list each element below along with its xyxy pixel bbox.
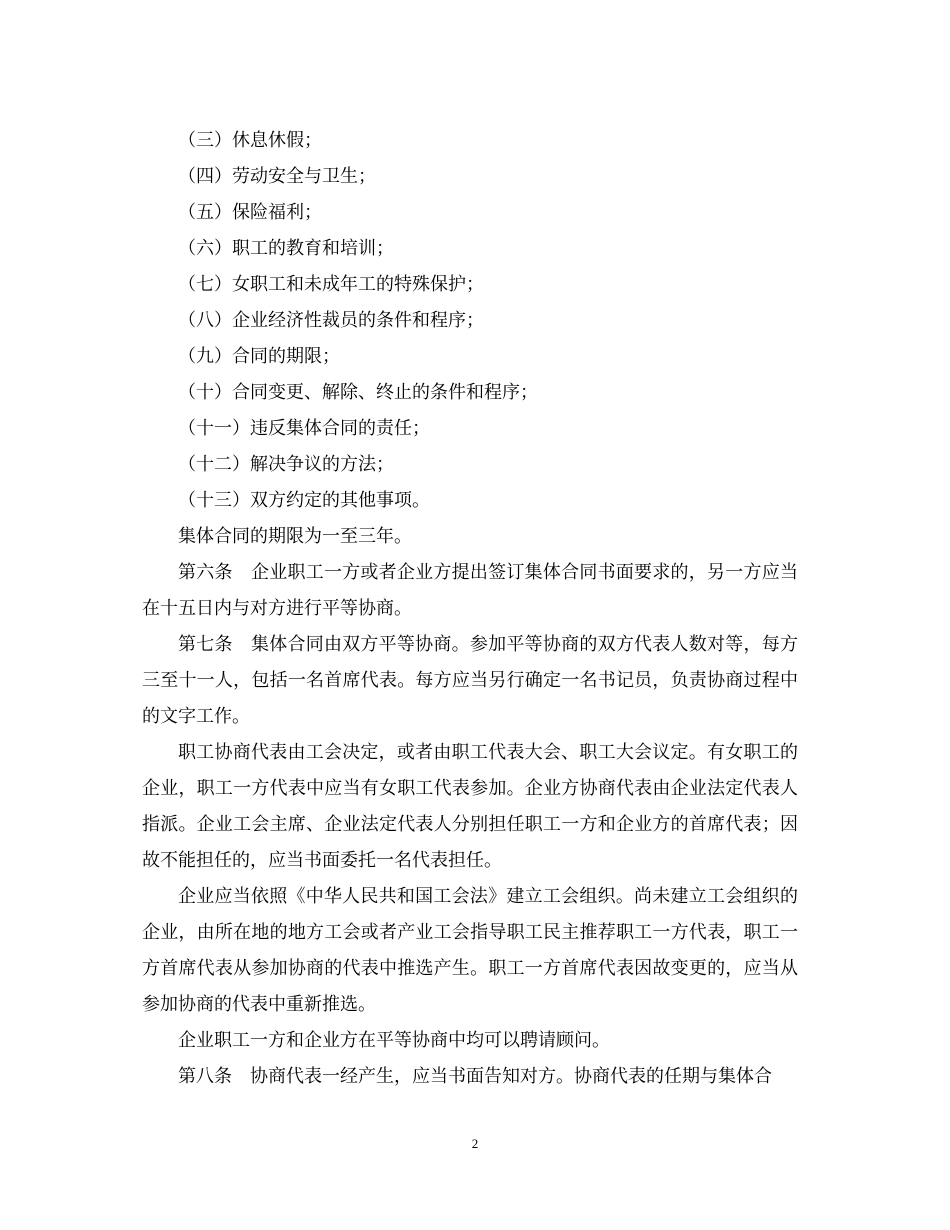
- list-item: （五）保险福利；: [178, 202, 322, 223]
- paragraph-worker-representatives: 职工协商代表由工会决定，或者由职工代表大会、职工大会议定。有女职工的企业，职工一方代表中应当有女职工代表参加。企业方协商代表由企业法定代表人指派。企业工会主席、企业法定代表人分别担任职工一方和企业方的首席代表；因故不能担任的，应当书面委托一名代表担任。: [142, 742, 798, 871]
- list-item: （十一）违反集体合同的责任；: [178, 418, 430, 439]
- list-item: （六）职工的教育和培训；: [178, 238, 394, 259]
- list-item: （七）女职工和未成年工的特殊保护；: [178, 274, 484, 295]
- list-item: （四）劳动安全与卫生；: [178, 166, 376, 187]
- paragraph-contract-term: 集体合同的期限为一至三年。: [178, 526, 412, 547]
- list-item: （九）合同的期限；: [178, 346, 340, 367]
- list-item: （十）合同变更、解除、终止的条件和程序；: [178, 382, 538, 403]
- paragraph-article-8: 第八条 协商代表一经产生，应当书面告知对方。协商代表的任期与集体合: [178, 1066, 772, 1087]
- paragraph-article-6: 第六条 企业职工一方或者企业方提出签订集体合同书面要求的，另一方应当在十五日内与对方进行平等协商。: [142, 562, 798, 619]
- list-item: （三）休息休假；: [178, 130, 322, 151]
- list-item: （十三）双方约定的其他事项。: [178, 490, 430, 511]
- list-item: （十二）解决争议的方法；: [178, 454, 394, 475]
- document-body: [142, 123, 798, 1095]
- list-item: （八）企业经济性裁员的条件和程序；: [178, 310, 484, 331]
- paragraph-article-7: 第七条 集体合同由双方平等协商。参加平等协商的双方代表人数对等，每方三至十一人，包括一名首席代表。每方应当另行确定一名书记员，负责协商过程中的文字工作。: [142, 634, 798, 727]
- paragraph-advisors: 企业职工一方和企业方在平等协商中均可以聘请顾问。: [178, 1030, 610, 1051]
- page-number: 2: [471, 1136, 479, 1151]
- paragraph-union-organization: 企业应当依照《中华人民共和国工会法》建立工会组织。尚未建立工会组织的企业，由所在地的地方工会或者产业工会指导职工民主推荐职工一方代表，职工一方首席代表从参加协商的代表中推选产生。职工一方首席代表因故变更的，应当从参加协商的代表中重新推选。: [142, 886, 798, 1015]
